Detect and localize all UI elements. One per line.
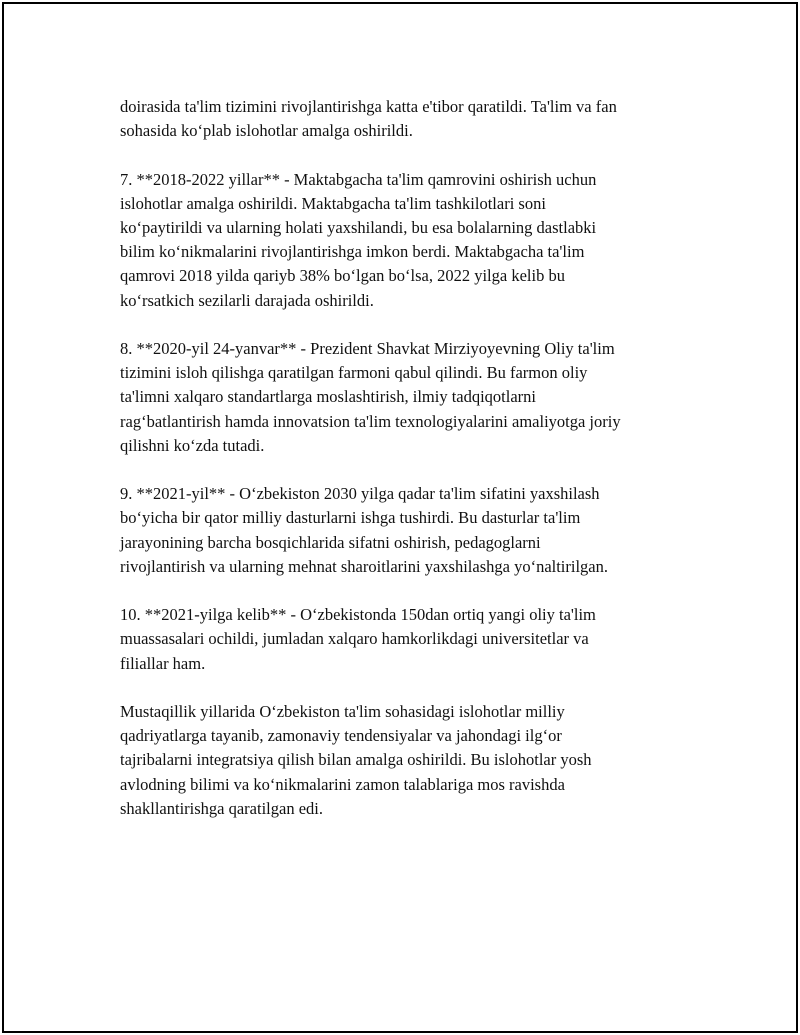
paragraph-item-10: 10. **2021-yilga kelib** - Oʻzbekistonda 150dan ortiq yangi oliy ta'lim muassasalari ochildi, jumladan xalqaro hamkorlikdagi universitetlar va filiallar ham. [120, 605, 596, 673]
paragraph-intro-continuation: doirasida ta'lim tizimini rivojlantirishga katta e'tibor qaratildi. Ta'lim va fan sohasida koʻplab islohotlar amalga oshirildi. [120, 97, 617, 141]
paragraph-item-9: 9. **2021-yil** - Oʻzbekiston 2030 yilga qadar ta'lim sifatini yaxshilash boʻyicha bir qator milliy dasturlarni ishga tushirdi. Bu dasturlar ta'lim jarayonining barcha bosqichlarida sifatni oshirish, pedagoglarni rivojlantirish va ularning mehnat sharoitlarini yaxshilashga yoʻnaltirilgan. [120, 484, 609, 576]
document-body [120, 95, 684, 845]
paragraph-item-8: 8. **2020-yil 24-yanvar** - Prezident Shavkat Mirziyoyevning Oliy ta'lim tizimini isloh qilishga qaratilgan farmoni qabul qilindi. Bu farmon oliy ta'limni xalqaro standartlarga moslashtirish, ilmiy tadqiqotlarni ragʻbatlantirish hamda innovatsion ta'lim texnologiyalarini amaliyotga joriy qilishni koʻzda tutadi. [120, 339, 621, 455]
paragraph-conclusion: Mustaqillik yillarida Oʻzbekiston ta'lim sohasidagi islohotlar milliy qadriyatlarga tayanib, zamonaviy tendensiyalar va jahondagi ilgʻor tajribalarni integratsiya qilish bilan amalga oshirildi. Bu islohotlar yosh avlodning bilimi va koʻnikmalarini zamon talablariga mos ravishda shakllantirishga qaratilgan edi. [120, 702, 592, 818]
document-page [2, 2, 798, 1033]
paragraph-item-7: 7. **2018-2022 yillar** - Maktabgacha ta'lim qamrovini oshirish uchun islohotlar amalga oshirildi. Maktabgacha ta'lim tashkilotlari soni koʻpaytirildi va ularning holati yaxshilandi, bu esa bolalarning dastlabki bilim koʻnikmalarini rivojlantirishga imkon berdi. Maktabgacha ta'lim qamrovi 2018 yilda qariyb 38% boʻlgan boʻlsa, 2022 yilga kelib bu koʻrsatkich sezilarli darajada oshirildi. [120, 169, 597, 310]
